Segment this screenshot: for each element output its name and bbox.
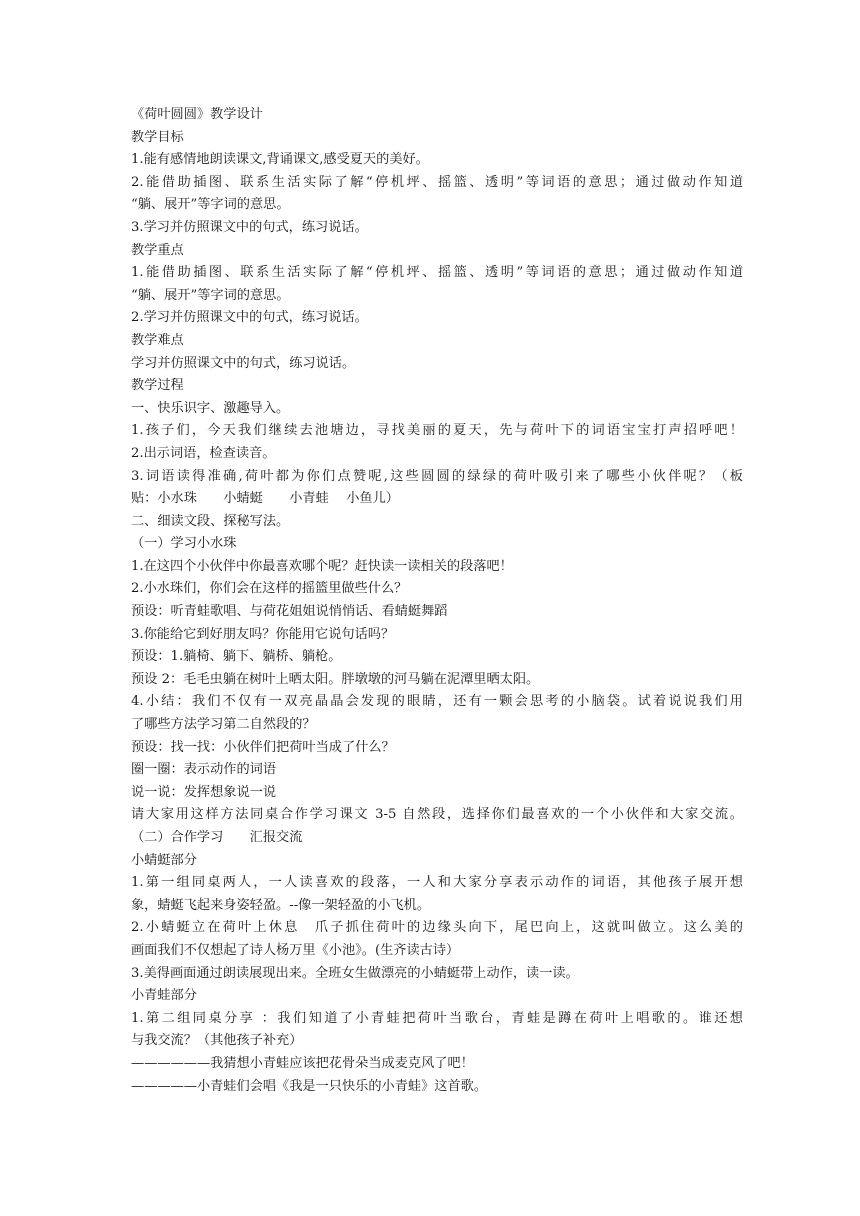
paragraph-line: 4.小结：我们不仅有一双亮晶晶会发现的眼睛，还有一颗会思考的小脑袋。试着说说我们用 [131,694,743,710]
paragraph-line: 1.能有感情地朗读课文,背诵课文,感受夏天的美好。 [131,152,429,168]
paragraph-line: 1.在这四个小伙伴中你最喜欢哪个呢？赶快读一读相关的段落吧！ [131,558,513,574]
paragraph-line: 学习并仿照课文中的句式，练习说话。 [131,355,356,371]
paragraph-line: 请大家用这样方法同桌合作学习课文 3-5 自然段，选择你们最喜欢的一个小伙伴和大家交流。 [131,807,743,823]
paragraph-line: ——————我猜想小青蛙应该把花骨朵当成麦克风了吧！ [131,1055,474,1071]
subsection-heading: 二、细读文段、探秘写法。 [131,513,290,529]
paragraph-line: 1.第一组同桌两人，一人读喜欢的段落，一人和大家分享表示动作的词语，其他孩子展开想 [131,875,743,891]
paragraph-line: 画面我们不仅想起了诗人杨万里《小池》。(生齐读古诗） [131,942,460,958]
paragraph-line: 预设：1.躺椅、躺下、躺桥、躺枪。 [131,649,342,665]
paragraph-line: 与我交流？（其他孩子补充） [131,1033,303,1049]
paragraph-line: 象，蜻蜓飞起来身姿轻盈。--像一架轻盈的小飞机。 [131,897,431,913]
paragraph-line: 贴：小水珠 小蜻蜓 小青蛙 小鱼儿） [131,491,399,507]
section-heading: 教学过程 [131,378,184,394]
paragraph-line: 2.出示词语，检查读音。 [131,445,276,461]
section-heading: 教学重点 [131,242,184,258]
paragraph-line: 3.你能给它到好朋友吗？你能用它说句话吗？ [131,626,395,642]
paragraph-line: 3.学习并仿照课文中的句式，练习说话。 [131,219,368,235]
section-heading: 教学目标 [131,129,184,145]
paragraph-line: 预设：找一找：小伙伴们把荷叶当成了什么？ [131,739,395,755]
paragraph-line: 2.能借助插图、联系生活实际了解“停机坪、摇篮、透明”等词语的意思；通过做动作知道 [131,174,743,190]
paragraph-line: 1.孩子们，今天我们继续去池塘边，寻找美丽的夏天，先与荷叶下的词语宝宝打声招呼吧！ [131,423,743,439]
document-body [131,104,743,1098]
subsection-heading: （二）合作学习 汇报交流 [131,830,303,845]
paragraph-line: 3.美得画面通过朗读展现出来。全班女生做漂亮的小蜻蜓带上动作，读一读。 [131,965,579,981]
document-title: 《荷叶圆圆》教学设计 [131,107,263,122]
paragraph-line: 1.第二组同桌分享 ：我们知道了小青蛙把荷叶当歌台，青蛙是蹲在荷叶上唱歌的。谁还想 [131,1010,743,1026]
section-heading: 教学难点 [131,332,184,348]
paragraph-line: 2.学习并仿照课文中的句式，练习说话。 [131,310,368,326]
paragraph-line: 说一说：发挥想象说一说 [131,784,277,800]
subsection-heading: 小蜻蜓部分 [131,852,197,868]
paragraph-line: “躺、展开”等字词的意思。 [131,197,290,213]
paragraph-line: 3.词语读得准确,荷叶都为你们点赞呢,这些圆圆的绿绿的荷叶吸引来了哪些小伙伴呢？（板 [131,468,743,484]
paragraph-line: —————小青蛙们会唱《我是一只快乐的小青蛙》这首歌。 [131,1078,488,1094]
paragraph-line: 圈一圈：表示动作的词语 [131,762,277,778]
subsection-heading: 一、快乐识字、激趣导入。 [131,400,290,416]
paragraph-line: 1.能借助插图、联系生活实际了解“停机坪、摇篮、透明”等词语的意思；通过做动作知道 [131,265,743,281]
subsection-heading: 小青蛙部分 [131,988,197,1004]
paragraph-line: “躺、展开”等字词的意思。 [131,287,290,303]
subsection-heading: （一）学习小水珠 [131,536,237,552]
paragraph-line: 2.小蜻蜓立在荷叶上休息 爪子抓住荷叶的边缘头向下，尾巴向上，这就叫做立。这么美的 [131,920,743,936]
paragraph-line: 预设 2：毛毛虫躺在树叶上晒太阳。胖墩墩的河马躺在泥潭里晒太阳。 [131,671,540,687]
paragraph-line: 预设：听青蛙歌唱、与荷花姐姐说悄悄话、看蜻蜓舞蹈 [131,604,448,620]
paragraph-line: 了哪些方法学习第二自然段的？ [131,717,316,733]
paragraph-line: 2.小水珠们，你们会在这样的摇篮里做些什么？ [131,581,408,597]
